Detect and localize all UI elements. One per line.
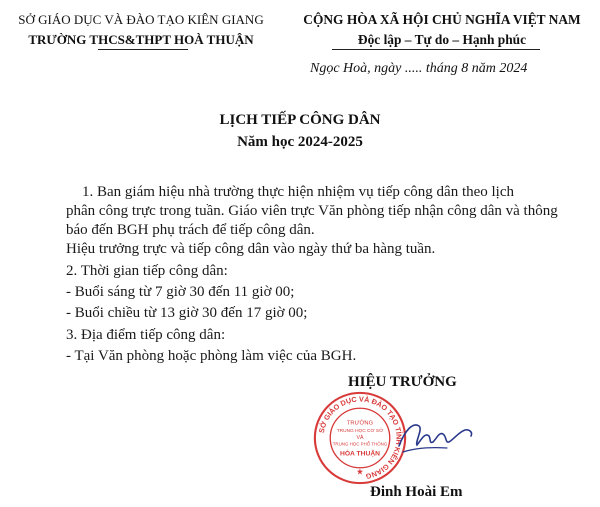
seal-ring-text: SỞ GIÁO DỤC VÀ ĐÀO TẠO TỈNH KIÊN GIANG xyxy=(316,394,404,482)
item2-morning: - Buổi sáng từ 7 giờ 30 đến 11 giờ 00; xyxy=(66,284,295,300)
agency-name: SỞ GIÁO DỤC VÀ ĐÀO TẠO KIÊN GIANG xyxy=(18,12,264,27)
issuing-agency-block xyxy=(0,10,282,50)
document-subtitle: Năm học 2024-2025 xyxy=(237,134,363,150)
document-title: LỊCH TIẾP CÔNG DÂN xyxy=(219,112,381,128)
seal-inner-line2: TRUNG HỌC CƠ SỞ xyxy=(336,429,384,435)
item2-heading: 2. Thời gian tiếp công dân: xyxy=(66,263,228,279)
country-name: CỘNG HÒA XÃ HỘI CHỦ NGHĨA VIỆT NAM xyxy=(303,12,581,27)
item2-afternoon: - Buổi chiều từ 13 giờ 30 đến 17 giờ 00; xyxy=(66,305,308,321)
seal-inner-line4: TRUNG HỌC PHỔ THÔNG xyxy=(332,441,388,447)
official-seal xyxy=(312,390,408,486)
seal-inner-line1: TRƯỜNG xyxy=(346,420,374,427)
seal-inner-line3: VÀ xyxy=(356,434,364,441)
school-name: TRƯỜNG THCS&THPT HOÀ THUẬN xyxy=(28,32,254,47)
item1-line3: báo đến BGH phụ trách để tiếp công dân. xyxy=(66,222,315,238)
item3-place: - Tại Văn phòng hoặc phòng làm việc của BGH. xyxy=(66,348,357,364)
signer-name: Đinh Hoài Em xyxy=(370,484,463,500)
national-motto: Độc lập – Tự do – Hạnh phúc xyxy=(357,32,527,47)
date-line: Ngọc Hoà, ngày ..... tháng 8 năm 2024 xyxy=(310,61,528,76)
school-underline xyxy=(98,49,188,50)
item1-line1: 1. Ban giám hiệu nhà trường thực hiện nhiệm vụ tiếp công dân theo lịch xyxy=(82,184,515,200)
item1-line4: Hiệu trưởng trực và tiếp công dân vào ngày thứ ba hàng tuần. xyxy=(66,241,436,257)
item1-line2: phân công trực trong tuần. Giáo viên trực Văn phòng tiếp nhận công dân và thông xyxy=(66,203,558,219)
seal-inner-line5: HÒA THUẬN xyxy=(339,450,381,458)
motto-underline xyxy=(332,49,540,50)
item3-heading: 3. Địa điểm tiếp công dân: xyxy=(66,327,226,343)
seal-star-icon: ★ xyxy=(356,466,364,477)
handwritten-signature xyxy=(395,412,475,460)
signer-role: HIỆU TRƯỞNG xyxy=(348,374,457,390)
national-header-block xyxy=(284,10,600,50)
